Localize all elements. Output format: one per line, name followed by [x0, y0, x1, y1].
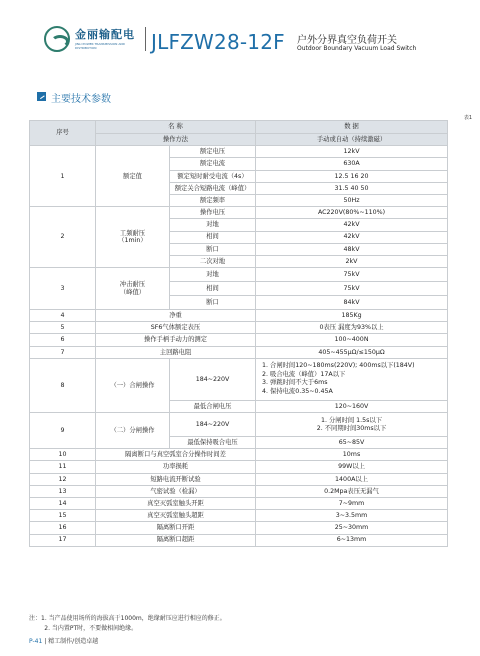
param-value: 120~160V: [256, 400, 448, 412]
table-row: [30, 497, 448, 509]
param-value: 630A: [256, 158, 448, 170]
param-name: 相间: [170, 231, 256, 243]
header-name: 名 称: [96, 121, 256, 134]
param-value: 185Kg: [256, 310, 448, 322]
param-value: 12.5 16 20: [256, 170, 448, 182]
param-value: AC220V(80%~110%): [256, 207, 448, 219]
param-name: SF6气体额定表压: [96, 322, 256, 334]
param-name: 最低保持吸合电压: [170, 437, 256, 449]
page-number: P-41: [29, 638, 43, 645]
group-label: [96, 207, 170, 268]
brand-name-en: JINLI POWER TRANSMISSION AND DISTRIBUTION: [75, 42, 125, 50]
footer-slogan: 精工制作/创造卓越: [48, 638, 99, 645]
param-value: 12kV: [256, 146, 448, 158]
table-row: [30, 346, 448, 358]
row-no: 3: [30, 268, 96, 310]
param-value: 75kV: [256, 282, 448, 296]
group-label: 额定值: [96, 146, 170, 207]
param-value: [256, 358, 448, 400]
param-value: 2kV: [256, 255, 448, 267]
row-no: 2: [30, 207, 96, 268]
row-no: 13: [30, 485, 96, 497]
param-name: 相间: [170, 282, 256, 296]
row-no: 5: [30, 322, 96, 334]
row-no: 7: [30, 346, 96, 358]
param-name: 184~220V: [170, 413, 256, 437]
row-no: 12: [30, 473, 96, 485]
note-line: 1. 分闸时间 1.5s以下: [320, 417, 383, 425]
note-line: 2. 吸合电流（峰值）17A以下: [262, 370, 346, 378]
param-value: 405~455μΩ/≤150μΩ: [256, 346, 448, 358]
header-no: 序号: [30, 121, 96, 146]
param-name: 二次对地: [170, 255, 256, 267]
param-name: 操作电压: [170, 207, 256, 219]
table-row: [30, 534, 448, 546]
group-label: [96, 268, 170, 310]
param-value: 84kV: [256, 296, 448, 310]
table-row: [30, 461, 448, 473]
table-row: [30, 485, 448, 497]
subheader-data: 手动或自动（持续激磁）: [256, 134, 448, 146]
footnotes: [29, 614, 226, 634]
table-row: [30, 310, 448, 322]
param-name: 气密试验（检漏）: [96, 485, 256, 497]
param-name: 对地: [170, 268, 256, 282]
footnote-1: 注：1. 当产品使用场所的海拔高于1000m，绝缘耐压应进行相应的修正。: [29, 615, 226, 622]
param-value: 0.2Mpa表压无漏气: [256, 485, 448, 497]
header-data: 数 据: [256, 121, 448, 134]
table-row: [30, 358, 448, 400]
note-line: 4. 保持电流0.35~0.45A: [262, 387, 333, 395]
param-name: 主回路电阻: [96, 346, 256, 358]
table-row: [30, 268, 448, 282]
note-line: 2. 不同期时间30ms以下: [316, 424, 387, 432]
table-row: [30, 473, 448, 485]
param-value: 0表压 漏度为93%以上: [256, 322, 448, 334]
table-row: [30, 334, 448, 346]
param-name: 功率损耗: [96, 461, 256, 473]
table-number: 表1: [463, 115, 472, 121]
group-label: （一）合闸操作: [96, 358, 170, 412]
page-footer: [29, 636, 98, 645]
param-name: 额定短时耐受电流（4s）: [170, 170, 256, 182]
table-row: [30, 522, 448, 534]
row-no: 9: [30, 413, 96, 449]
param-name: 真空灭弧室触头超距: [96, 510, 256, 522]
note-line: 1. 合闸时间120~180ms(220V); 400ms以下(184V): [262, 362, 415, 370]
row-no: 1: [30, 146, 96, 207]
param-value: 31.5 40 50: [256, 182, 448, 194]
param-value: 25~30mm: [256, 522, 448, 534]
param-value: 1400A以上: [256, 473, 448, 485]
param-name: 操作手柄手动力的测定: [96, 334, 256, 346]
table-row: [30, 510, 448, 522]
param-value: [256, 413, 448, 437]
param-name: 真空灭弧室触头开距: [96, 497, 256, 509]
param-value: 75kV: [256, 268, 448, 282]
param-name: 短路电流开断试验: [96, 473, 256, 485]
row-no: 11: [30, 461, 96, 473]
param-value: 50Hz: [256, 194, 448, 206]
param-name: 隔离断口超距: [96, 534, 256, 546]
param-name: 隔离断口与真空弧室合分操作时间差: [96, 449, 256, 461]
spec-table: [29, 120, 448, 547]
param-name: 净重: [96, 310, 256, 322]
param-name: 额定关合短路电流（峰值）: [170, 182, 256, 194]
param-value: 65~85V: [256, 437, 448, 449]
group-label-line2: （1min）: [118, 237, 147, 245]
brand-name: 金丽输配电: [75, 28, 135, 41]
row-no: 14: [30, 497, 96, 509]
note-line: 3. 弹跳时间不大于6ms: [262, 379, 328, 387]
param-name: 额定电压: [170, 146, 256, 158]
page-header: [44, 24, 444, 64]
param-name: 184~220V: [170, 358, 256, 400]
param-name: 对地: [170, 219, 256, 231]
product-title: 户外分界真空负荷开关: [297, 35, 397, 46]
row-no: 10: [30, 449, 96, 461]
param-name: 断口: [170, 243, 256, 255]
group-label-line2: （峰值）: [119, 288, 146, 296]
checkbox-icon: [37, 92, 46, 101]
param-value: 42kV: [256, 231, 448, 243]
table-row: [30, 207, 448, 219]
param-value: 6~13mm: [256, 534, 448, 546]
row-no: 17: [30, 534, 96, 546]
product-title-en: Outdoor Boundary Vacuum Load Switch: [297, 45, 417, 52]
table-row: [30, 413, 448, 437]
subheader-name: 操作方法: [96, 134, 256, 146]
row-no: 6: [30, 334, 96, 346]
section-title: 主要技术参数: [51, 94, 111, 105]
param-name: 额定电流: [170, 158, 256, 170]
param-name: 额定频率: [170, 194, 256, 206]
param-value: 100~400N: [256, 334, 448, 346]
model-number: JLFZW28-12F: [151, 30, 285, 54]
param-value: 42kV: [256, 219, 448, 231]
param-value: 48kV: [256, 243, 448, 255]
row-no: 16: [30, 522, 96, 534]
group-label: （二）分闸操作: [96, 413, 170, 449]
table-row: [30, 449, 448, 461]
param-value: 3~3.5mm: [256, 510, 448, 522]
param-name: 隔离断口开距: [96, 522, 256, 534]
row-no: 15: [30, 510, 96, 522]
header-divider: [145, 27, 146, 51]
param-value: 99W以上: [256, 461, 448, 473]
param-name: 最低合闸电压: [170, 400, 256, 412]
table-header-row: [30, 121, 448, 134]
row-no: 4: [30, 310, 96, 322]
table-row: [30, 322, 448, 334]
group-label-line1: 工频耐压: [119, 229, 146, 237]
company-logo-icon: [44, 26, 70, 52]
param-value: 7~9mm: [256, 497, 448, 509]
footnote-2: 2. 当内置PT时，不要做相间绝缘。: [29, 625, 138, 632]
footer-separator: |: [44, 638, 47, 645]
group-label-line1: 冲击耐压: [119, 281, 146, 289]
param-name: 断口: [170, 296, 256, 310]
table-row: [30, 146, 448, 158]
param-value: 10ms: [256, 449, 448, 461]
row-no: 8: [30, 358, 96, 412]
